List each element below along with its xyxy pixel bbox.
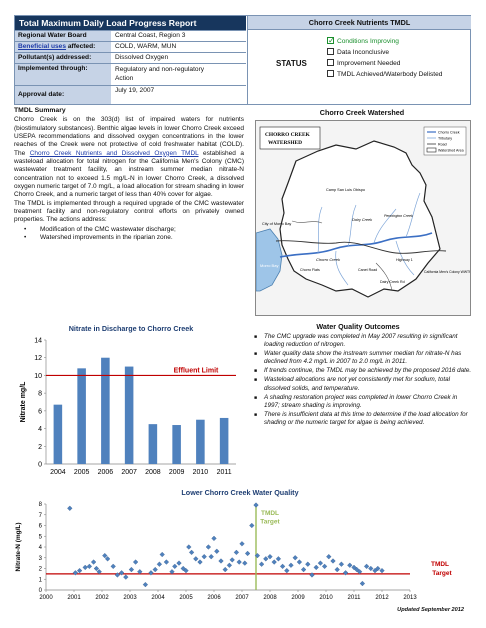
tmdl-document-link[interactable]: Chorro Creek Nutrients and Dissolved Oxygen TMDL <box>29 149 199 157</box>
data-point <box>240 541 245 546</box>
summary-paragraph: Chorro Creek is on the 303(d) list of impaired waters for nutrients (biostimulatory substances). Benthic algae levels in lower Chorro Creek exceed USEPA recommendations and dissolved oxygen concentrations in the lower reaches of the Creek were not protective of cold freshwater habitat (COLD). The Chorro Creek Nutrients and Dissolved Oxygen TMDL established a wasteload allocation for total nitrogen for the California Men's Colony (CMC) wastewater treatment facility, an instream summer median nitrate-N concentration not to exceed 1.5 mg/L-N in lower Chorro Creek, a dissolved oxygen numeric target of 7.0 mg/L, a load allocation for stream shading in lower Chorro Creek, and a numeric target of less than 40% cover for algae. <box>14 116 244 199</box>
updated-date: Updated September 2012 <box>397 607 464 613</box>
x-tick-label: 2001 <box>67 595 81 601</box>
y-tick-label: 0 <box>38 588 42 595</box>
y-tick-label: 2 <box>38 566 42 573</box>
y-tick-label: 8 <box>38 390 42 398</box>
data-point <box>314 565 319 570</box>
report-header <box>14 15 471 105</box>
data-point <box>111 564 116 569</box>
map-label: Dairy Creek Rd <box>380 280 405 284</box>
data-point <box>242 561 247 566</box>
data-point <box>237 560 242 565</box>
map-legend-item: Chorro Creek <box>438 130 460 135</box>
data-point <box>347 563 352 568</box>
map-label: Chorro Flats <box>300 268 320 272</box>
data-point <box>293 555 298 560</box>
data-point <box>67 506 72 511</box>
y-tick-label: 6 <box>38 523 42 530</box>
x-tick-label: 2004 <box>151 595 165 601</box>
bar <box>172 425 181 464</box>
x-tick-label: 2007 <box>235 595 249 601</box>
y-tick-label: 2 <box>38 443 42 451</box>
data-point <box>164 560 169 565</box>
y-axis-label: Nitrate mg/L <box>20 381 27 423</box>
data-point <box>254 503 259 508</box>
bar <box>101 358 110 464</box>
wq-title: Water Quality Outcomes <box>316 322 400 331</box>
data-point <box>119 570 124 575</box>
effluent-limit-label: Effluent Limit <box>173 367 219 375</box>
info-value: July 19, 2007 <box>115 87 155 94</box>
data-point <box>268 554 273 559</box>
summary-heading: TMDL Summary <box>14 107 66 114</box>
map-legend-item: Road <box>438 142 447 147</box>
data-point <box>343 570 348 575</box>
y-tick-label: 8 <box>38 502 42 509</box>
map-inset-title: WATERSHED <box>268 140 303 146</box>
y-tick-label: 6 <box>38 408 42 416</box>
data-point <box>172 564 177 569</box>
map-label: Pennington Creek <box>384 214 413 218</box>
info-label: Approval date: <box>15 86 111 104</box>
y-tick-label: 3 <box>38 555 42 562</box>
list-item: • Watershed improvements in the riparian zone. <box>14 234 244 242</box>
list-item: ■ The CMC upgrade was completed in May 2007 resulting in significant loading reduction of nitrogen. <box>252 333 474 349</box>
data-point <box>219 559 224 564</box>
data-point <box>153 567 158 572</box>
status-label: STATUS <box>276 59 307 68</box>
info-value: Central Coast, Region 3 <box>115 32 186 39</box>
map-title: Chorro Creek Watershed <box>319 108 405 117</box>
data-point <box>339 562 344 567</box>
bar <box>220 418 229 464</box>
map-label: City of Morro Bay <box>262 222 292 226</box>
data-point <box>83 565 88 570</box>
data-point <box>301 567 306 572</box>
data-point <box>276 556 281 561</box>
x-tick-label: 2010 <box>319 595 333 601</box>
map-legend-item: Tributary <box>438 136 453 141</box>
y-axis-label: Nitrate-N (mg/L) <box>15 522 22 572</box>
y-tick-label: 10 <box>34 372 42 380</box>
x-tick-label: 2004 <box>50 469 66 476</box>
x-tick-label: 2008 <box>145 469 161 476</box>
data-point <box>310 573 315 578</box>
bar <box>54 405 63 464</box>
data-point <box>227 563 232 568</box>
x-tick-label: 2000 <box>39 595 53 601</box>
data-point <box>87 564 92 569</box>
beneficial-uses-link[interactable]: Beneficial uses <box>18 43 67 50</box>
data-point <box>77 568 82 573</box>
info-row <box>15 41 246 52</box>
list-item: ■ There is insufficient data at this time to determine if the load allocation for shading or the numeric target for algae is being achieved. <box>252 411 474 427</box>
data-point <box>212 536 217 541</box>
data-point <box>143 582 148 587</box>
data-point <box>380 568 385 573</box>
bar-chart-title: Nitrate in Discharge to Chorro Creek <box>68 324 194 333</box>
data-point <box>326 554 331 559</box>
data-point <box>157 562 162 567</box>
data-point <box>189 550 194 555</box>
bar <box>149 424 158 464</box>
x-tick-label: 2009 <box>168 469 185 476</box>
data-point <box>94 566 99 571</box>
x-tick-label: 2006 <box>97 469 114 476</box>
tmdl-line-label: TMDL <box>260 509 280 517</box>
bar <box>125 367 134 464</box>
data-point <box>193 556 198 561</box>
data-point <box>73 570 78 575</box>
data-point <box>297 560 302 565</box>
data-point <box>186 545 191 550</box>
data-point <box>272 560 277 565</box>
data-point <box>202 554 207 559</box>
x-tick-label: 2005 <box>73 469 90 476</box>
map-label: Camp San Luis Obispo <box>326 188 366 192</box>
data-point <box>206 545 211 550</box>
data-point <box>160 552 165 557</box>
y-tick-label: 12 <box>34 355 42 363</box>
data-point <box>123 575 128 580</box>
nitrate-bar-chart <box>16 334 244 480</box>
data-point <box>284 568 289 573</box>
tmdl-name: Chorro Creek Nutrients TMDL <box>248 16 471 30</box>
data-point <box>360 581 365 586</box>
data-point <box>259 562 264 567</box>
x-tick-label: 2006 <box>207 595 221 601</box>
list-item: • Modification of the CMC wastewater discharge; <box>14 226 244 234</box>
map-inset-title: CHORRO CREEK <box>265 132 310 138</box>
y-tick-label: 4 <box>38 426 42 434</box>
data-point <box>214 549 219 554</box>
data-point <box>102 553 107 558</box>
watershed-map-image <box>256 121 470 315</box>
y-tick-label: 7 <box>38 512 42 519</box>
report-title: Total Maximum Daily Load Progress Report <box>15 16 246 30</box>
water-quality-scatter-chart <box>10 496 474 608</box>
x-tick-label: 2002 <box>95 595 109 601</box>
x-tick-label: 2008 <box>263 595 277 601</box>
tmdl-summary <box>14 107 244 243</box>
map-label: Highway 1 <box>396 258 413 262</box>
x-tick-label: 2009 <box>291 595 305 601</box>
status-option-improvement-needed[interactable]: Improvement Needed <box>327 58 442 69</box>
scatter-chart-title: Lower Chorro Creek Water Quality <box>181 488 299 497</box>
data-point <box>177 561 182 566</box>
data-point <box>129 567 134 572</box>
info-value: COLD, WARM, MUN <box>115 43 177 50</box>
data-point <box>331 559 336 564</box>
map-label: Dairy Creek <box>352 218 373 222</box>
data-point <box>91 560 96 565</box>
status-option-inconclusive[interactable]: Data Inconclusive <box>327 47 442 58</box>
data-point <box>322 564 327 569</box>
info-value: Regulatory and non-regulatory Action <box>115 66 205 82</box>
x-tick-label: 2010 <box>192 469 209 476</box>
data-point <box>105 556 110 561</box>
status-option-improving[interactable]: ✓Conditions Improving <box>327 36 442 47</box>
list-item: ■ If trends continue, the TMDL may be achieved by the proposed 2016 date. <box>252 367 474 375</box>
data-point <box>305 562 310 567</box>
y-tick-label: 0 <box>38 461 42 469</box>
tmdl-line-label: Target <box>260 518 280 526</box>
data-point <box>318 561 323 566</box>
map-label: California Men's Colony WWTF <box>424 270 470 274</box>
y-tick-label: 5 <box>38 534 42 541</box>
data-point <box>234 550 239 555</box>
report-info-table <box>15 16 246 104</box>
x-tick-label: 2007 <box>121 469 137 476</box>
data-point <box>368 566 373 571</box>
data-point <box>245 551 250 556</box>
wq-outcomes-list <box>252 333 474 428</box>
info-row <box>15 63 246 85</box>
x-tick-label: 2011 <box>216 469 232 476</box>
info-value: Dissolved Oxygen <box>115 54 169 61</box>
x-tick-label: 2005 <box>179 595 193 601</box>
x-tick-label: 2003 <box>123 595 137 601</box>
bar <box>196 420 205 464</box>
data-point <box>335 567 340 572</box>
data-point <box>133 560 138 565</box>
status-option-achieved[interactable]: TMDL Achieved/Waterbody Delisted <box>327 69 442 80</box>
x-tick-label: 2011 <box>347 595 361 601</box>
list-item: ■ Water quality data show the instream summer median for nitrate-N has declined from 4.2 mg/L in 2007 to 2.0 mg/L in 2011. <box>252 350 474 366</box>
data-point <box>149 570 154 575</box>
y-tick-label: 1 <box>38 577 42 584</box>
info-row <box>15 30 246 41</box>
info-label: Pollutant(s) addressed: <box>15 53 111 63</box>
map-legend-item: Watershed Area <box>438 148 464 153</box>
target-label: TMDL <box>430 560 450 568</box>
bar <box>77 368 86 464</box>
map-label: Canet Road <box>358 268 378 272</box>
status-options <box>327 36 442 80</box>
info-label: Beneficial uses affected: <box>15 42 111 52</box>
map-label: Chorro Creek <box>316 257 341 262</box>
y-tick-label: 14 <box>34 337 42 345</box>
data-point <box>230 558 235 563</box>
map-label: Morro Bay <box>260 263 279 268</box>
status-panel <box>247 16 471 104</box>
info-label: Regional Water Board <box>15 31 111 41</box>
data-point <box>263 556 268 561</box>
data-point <box>198 560 203 565</box>
info-row <box>15 85 246 104</box>
data-point <box>249 523 254 528</box>
checkbox-icon[interactable] <box>327 59 334 66</box>
data-point <box>280 564 285 569</box>
actions-list <box>14 226 244 243</box>
data-point <box>223 567 228 572</box>
data-point <box>289 563 294 568</box>
watershed-map <box>255 120 471 316</box>
checkbox-checked-icon[interactable] <box>327 37 334 44</box>
checkbox-icon[interactable] <box>327 48 334 55</box>
list-item: ■ Wasteload allocations are not yet consistently met for sodium, total dissolved solids, and temperature. <box>252 376 474 392</box>
list-item: ■ A shading restoration project was completed in lower Chorro Creek in 1997; stream shading is improving. <box>252 394 474 410</box>
target-label: Target <box>432 569 452 577</box>
checkbox-icon[interactable] <box>327 70 334 77</box>
data-point <box>115 573 120 578</box>
y-tick-label: 4 <box>38 545 42 552</box>
data-point <box>209 554 214 559</box>
x-tick-label: 2013 <box>403 595 417 601</box>
summary-paragraph: The TMDL is implemented through a required upgrade of the CMC wastewater treatment facility and non-regulatory control efforts on privately owned properties. The actions address: <box>14 199 244 224</box>
info-label: Implemented through: <box>15 64 111 85</box>
info-row <box>15 52 246 63</box>
x-tick-label: 2012 <box>375 595 389 601</box>
data-point <box>364 564 369 569</box>
